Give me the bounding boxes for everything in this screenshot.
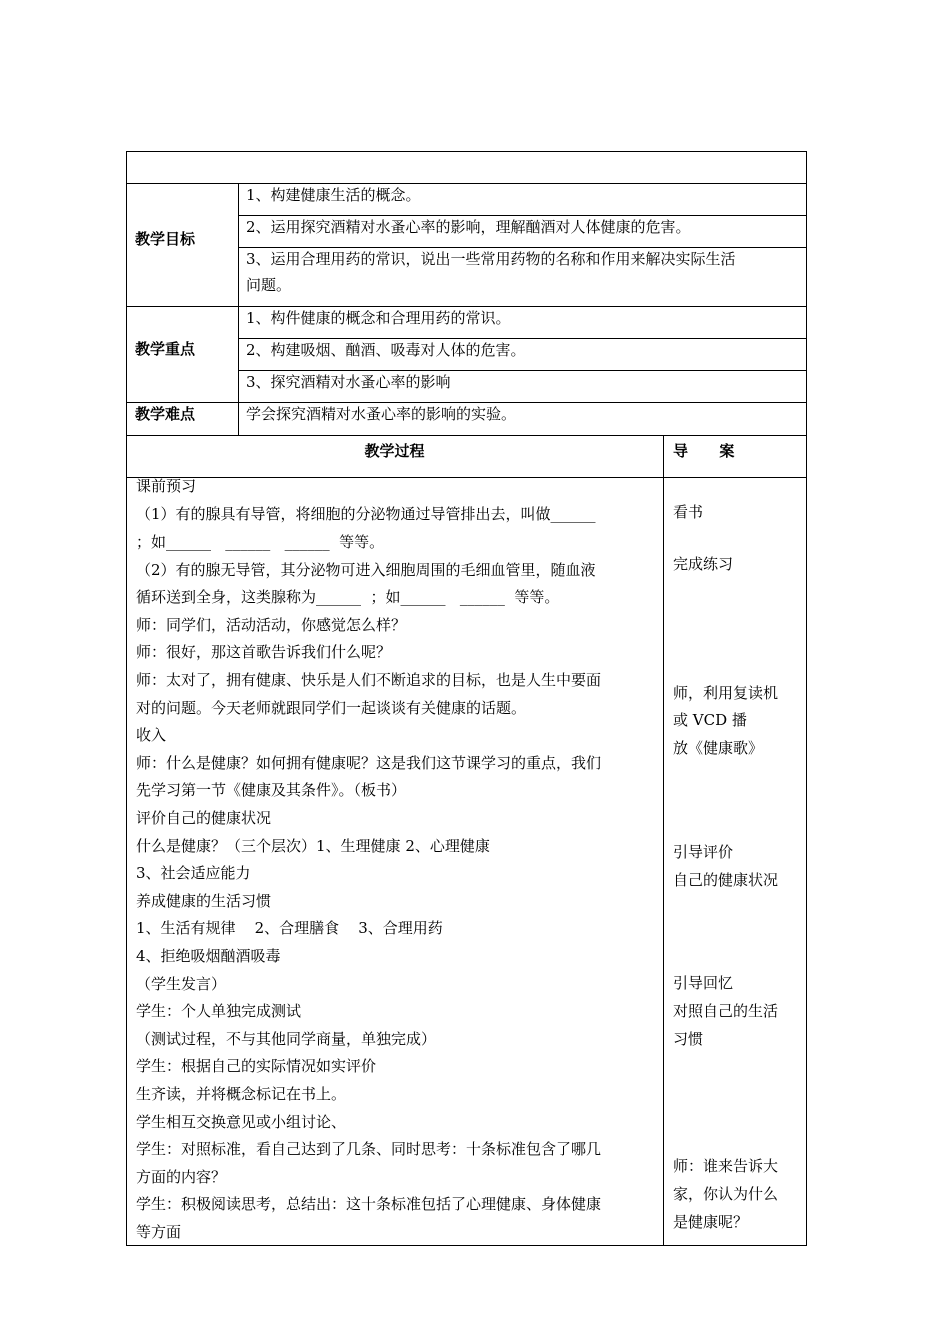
process-line: 1、生活有规律 2、合理膳食 3、合理用药 [136, 919, 443, 937]
guide-line: 对照自己的生活 [673, 1002, 779, 1020]
process-line: 先学习第一节《健康及其条件》。（板书） [136, 781, 407, 799]
guide-line: 家，你认为什么 [673, 1185, 779, 1203]
row-divider [126, 306, 807, 307]
process-line: 师：同学们，活动活动，你感觉怎么样？ [136, 616, 407, 634]
process-line: 师：什么是健康？如何拥有健康呢？这是我们这节课学习的重点，我们 [136, 754, 602, 772]
key-point-item: 1、构件健康的概念和合理用药的常识。 [246, 309, 511, 327]
process-line: ；如______ ______ ______ 等等。 [136, 533, 385, 551]
process-line: 收入 [136, 726, 167, 744]
process-header: 教学过程 [364, 442, 425, 460]
row-divider [238, 338, 807, 339]
process-line: 方面的内容？ [136, 1168, 227, 1186]
process-line: 课前预习 [136, 477, 197, 495]
row-divider [126, 402, 807, 403]
process-line: 3、社会适应能力 [136, 864, 251, 882]
row-divider [126, 183, 807, 184]
process-line: （学生发言） [136, 975, 227, 993]
process-line: 对的问题。今天老师就跟同学们一起谈谈有关健康的话题。 [136, 699, 527, 717]
guide-line: 是健康呢？ [673, 1213, 749, 1231]
process-line: 什么是健康？（三个层次）1、生理健康 2、心理健康 [136, 837, 490, 855]
process-line: （测试过程，不与其他同学商量，单独完成） [136, 1030, 437, 1048]
guide-header: 导 案 [673, 442, 735, 460]
guide-line: 放《健康歌》 [673, 739, 764, 757]
process-line: （2）有的腺无导管，其分泌物可进入细胞周围的毛细血管里，随血液 [136, 561, 596, 579]
process-line: 循环送到全身，这类腺称为______ ；如______ ______ 等等。 [136, 588, 560, 606]
process-line: 师：太对了，拥有健康、快乐是人们不断追求的目标，也是人生中要面 [136, 671, 602, 689]
process-line: 学生：个人单独完成测试 [136, 1002, 302, 1020]
col-divider [663, 435, 664, 1246]
row-divider [238, 247, 807, 248]
process-line: 养成健康的生活习惯 [136, 892, 272, 910]
row-divider [126, 435, 807, 436]
difficulty-label: 教学难点 [135, 405, 196, 423]
guide-line: 师，利用复读机 [673, 684, 779, 702]
objectives-label: 教学目标 [135, 230, 196, 248]
process-line: 生齐读，并将概念标记在书上。 [136, 1085, 347, 1103]
objective-item: 2、运用探究酒精对水蚤心率的影响，理解酗酒对人体健康的危害。 [246, 218, 691, 236]
process-line: 评价自己的健康状况 [136, 809, 272, 827]
guide-line: 引导评价 [673, 843, 734, 861]
guide-line: 或 VCD 播 [673, 711, 747, 729]
objective-item: 1、构建健康生活的概念。 [246, 186, 421, 204]
key-point-item: 2、构建吸烟、酗酒、吸毒对人体的危害。 [246, 341, 526, 359]
guide-line: 看书 [673, 503, 704, 521]
key-point-item: 3、探究酒精对水蚤心率的影响 [246, 373, 451, 391]
row-divider [238, 370, 807, 371]
objective-item: 问题。 [246, 276, 292, 294]
process-line: 等方面 [136, 1223, 182, 1241]
process-line: 学生：根据自己的实际情况如实评价 [136, 1057, 377, 1075]
difficulty-text: 学会探究酒精对水蚤心率的影响的实验。 [246, 405, 517, 423]
process-line: 学生相互交换意见或小组讨论、 [136, 1113, 347, 1131]
process-line: 师：很好，那这首歌告诉我们什么呢？ [136, 643, 392, 661]
process-line: （1）有的腺具有导管，将细胞的分泌物通过导管排出去，叫做______ [136, 505, 596, 523]
process-line: 4、拒绝吸烟酗酒吸毒 [136, 947, 281, 965]
process-line: 学生：积极阅读思考，总结出：这十条标准包括了心理健康、身体健康 [136, 1195, 602, 1213]
process-line: 学生：对照标准，看自己达到了几条、同时思考：十条标准包含了哪几 [136, 1140, 602, 1158]
objective-item: 3、运用合理用药的常识，说出一些常用药物的名称和作用来解决实际生活 [246, 250, 736, 268]
guide-line: 引导回忆 [673, 974, 734, 992]
col-divider [238, 183, 239, 435]
guide-line: 习惯 [673, 1030, 704, 1048]
row-divider [126, 477, 807, 478]
guide-line: 师：谁来告诉大 [673, 1157, 779, 1175]
key-points-label: 教学重点 [135, 340, 196, 358]
guide-line: 自己的健康状况 [673, 871, 779, 889]
guide-line: 完成练习 [673, 555, 734, 573]
row-divider [238, 215, 807, 216]
